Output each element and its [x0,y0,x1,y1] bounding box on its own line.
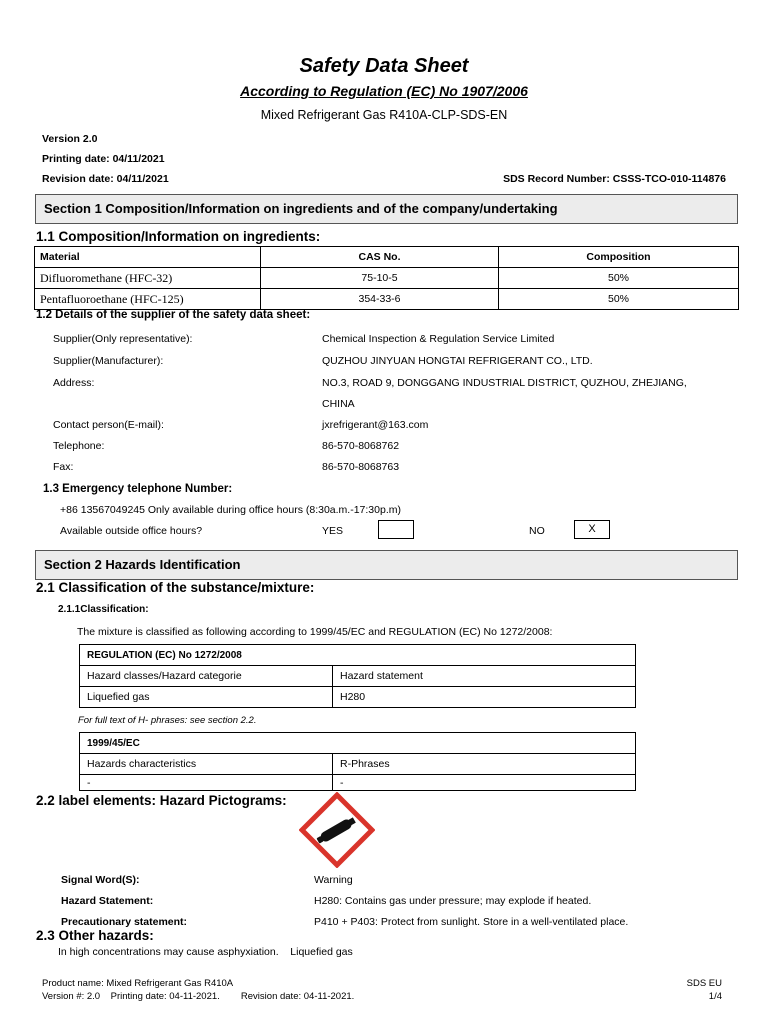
address-value: NO.3, ROAD 9, DONGGANG INDUSTRIAL DISTRICT, QUZHOU, ZHEJIANG, [322,377,687,389]
no-label: NO [529,525,545,537]
printing-date: Printing date: 04/11/2021 [42,153,165,165]
telephone-value: 86-570-8068762 [322,440,400,452]
outside-hours-label: Available outside office hours? [60,525,203,537]
col-hazard-classes: Hazard classes/Hazard categorie [80,666,333,687]
composition-table [34,246,739,310]
directive-table [79,732,636,791]
col-hazard-statement: Hazard statement [333,666,636,687]
table-row [80,775,636,791]
yes-label: YES [322,525,344,537]
telephone-label: Telephone: [53,440,105,452]
precautionary-label: Precautionary statement: [61,916,188,928]
table-row [35,289,739,310]
col-composition: Composition [499,247,739,268]
classification-text: The mixture is classified as following according to 1999/45/EC and REGULATION (EC) No 1272/2008: [77,626,553,638]
directive-table-title: 1999/45/EC [80,733,636,754]
cell-material: Difluoromethane (HFC-32) [35,268,261,289]
emergency-line: +86 13567049245 Only available during office hours (8:30a.m.-17:30p.m) [60,504,401,516]
section1-1-title: 1.1 Composition/Information on ingredients: [36,229,321,244]
sds-record-number: SDS Record Number: CSSS-TCO-010-114876 [503,173,726,185]
footer-sds-eu: SDS EU [686,978,722,989]
precautionary-value: P410 + P403: Protect from sunlight. Store in a well-ventilated place. [314,916,629,928]
address-label: Address: [53,377,95,389]
signal-word-value: Warning [314,874,353,886]
table-header-row [80,754,636,775]
supplier-rep-value: Chemical Inspection & Regulation Service Limited [322,333,555,345]
table-row [35,268,739,289]
contact-label: Contact person(E-mail): [53,419,164,431]
cell-hazard-statement: H280 [333,687,636,708]
document-title: Safety Data Sheet [299,55,469,77]
cell-r-phrases: - [333,775,636,791]
revision-date: Revision date: 04/11/2021 [42,173,169,185]
fax-value: 86-570-8068763 [322,461,400,473]
section2-3-title: 2.3 Other hazards: [36,928,154,943]
contact-value[interactable]: jxrefrigerant@163.com [322,419,429,431]
section2-title: Section 2 Hazards Identification [44,557,241,572]
cell-cas: 354-33-6 [261,289,499,310]
document-name: Mixed Refrigerant Gas R410A-CLP-SDS-EN [260,108,508,122]
cell-composition: 50% [499,289,739,310]
section1-3-title: 1.3 Emergency telephone Number: [43,483,233,495]
supplier-mfr-value: QUZHOU JINYUAN HONGTAI REFRIGERANT CO., LTD. [322,355,593,367]
regulation-table-title: REGULATION (EC) No 1272/2008 [80,645,636,666]
cell-cas: 75-10-5 [261,268,499,289]
signal-word-label: Signal Word(S): [61,874,140,886]
cell-hazard-class: Liquefied gas [80,687,333,708]
fax-label: Fax: [53,461,74,473]
table-header-row [35,247,739,268]
h-phrases-footnote: For full text of H- phrases: see section 2.2. [78,715,257,726]
cell-composition: 50% [499,268,739,289]
col-r-phrases: R-Phrases [333,754,636,775]
table-title-row [80,733,636,754]
col-cas: CAS No. [261,247,499,268]
table-title-row [80,645,636,666]
other-hazards-text: In high concentrations may cause asphyxiation. Liquefied gas [58,946,353,958]
regulation-table [79,644,636,708]
table-header-row [80,666,636,687]
section2-1-title: 2.1 Classification of the substance/mixture: [36,580,315,595]
gas-cylinder-icon [299,792,375,868]
section1-header [35,194,738,224]
section1-2-title: 1.2 Details of the supplier of the safety data sheet: [36,309,311,321]
col-material: Material [35,247,261,268]
col-hazards-characteristics: Hazards characteristics [80,754,333,775]
version: Version 2.0 [42,133,98,145]
document-subtitle: According to Regulation (EC) No 1907/2006 [240,83,528,99]
section2-2-title: 2.2 label elements: Hazard Pictograms: [36,793,287,808]
footer-page-number: 1/4 [708,991,722,1002]
supplier-mfr-label: Supplier(Manufacturer): [53,355,164,367]
section2-1-1-title: 2.1.1Classification: [58,604,149,615]
hazard-statement-label: Hazard Statement: [61,895,154,907]
supplier-rep-label: Supplier(Only representative): [53,333,193,345]
hazard-statement-value: H280: Contains gas under pressure; may explode if heated. [314,895,592,907]
cell-material: Pentafluoroethane (HFC-125) [35,289,261,310]
no-checkbox[interactable]: X [574,520,610,539]
section1-title: Section 1 Composition/Information on ingredients and of the company/undertaking [44,201,558,216]
footer-product-name: Product name: Mixed Refrigerant Gas R410A [42,978,234,989]
cell-hazards-characteristics: - [80,775,333,791]
footer-version-line: Version #: 2.0 Printing date: 04-11-2021. Revision date: 04-11-2021. [42,991,355,1002]
table-row [80,687,636,708]
address-value-line2: CHINA [322,398,355,410]
section2-header [35,550,738,580]
yes-checkbox[interactable] [378,520,414,539]
